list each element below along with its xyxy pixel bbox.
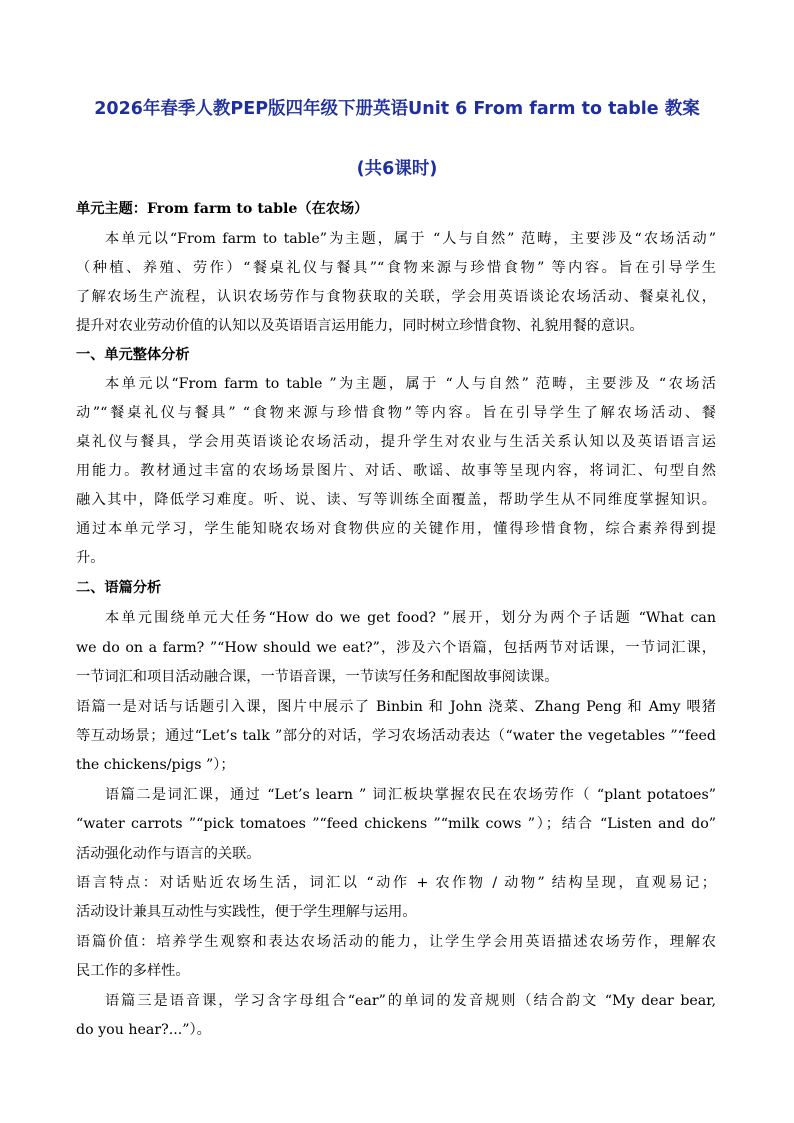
- section1-line: 桌礼仪与餐具，学会用英语谈论农场活动，提升学生对农业与生活关系认知以及英语语言运: [76, 434, 716, 450]
- passage3-line: 语篇三是语音课，学习含字母组合“ear”的单词的发音规则（结合韵文 “My dear bear,: [105, 993, 716, 1009]
- passage1-line: 语篇一是对话与话题引入课，图片中展示了 Binbin 和 John 浇菜、Zhang Peng 和 Amy 喂猪: [76, 699, 716, 715]
- section1-line: 通过本单元学习，学生能知晓农场对食物供应的关键作用，懂得珍惜食物，综合素养得到提: [76, 521, 716, 537]
- section2-intro-line: 本单元围绕单元大任务“How do we get food? ”展开，划分为两个子话题 “What can: [105, 610, 716, 626]
- passage1-line: 等互动场景；通过“Let’s talk ”部分的对话，学习农场活动表达（“water the vegetables ”“feed: [76, 728, 716, 744]
- section1-line: 本单元以“From farm to table ”为主题，属于 “人与自然” 范畴，主要涉及 “农场活: [105, 376, 716, 392]
- language-features-line: 语言特点：对话贴近农场生活，词汇以 “动作 + 农作物 / 动物” 结构呈现，直观易记；: [76, 875, 716, 891]
- section1-line: 动”“餐桌礼仪与餐具” “食物来源与珍惜食物”等内容。旨在引导学生了解农场活动、餐: [76, 405, 716, 421]
- intro-line: 提升对农业劳动价值的认知以及英语语言运用能力，同时树立珍惜食物、礼貌用餐的意识。: [76, 318, 644, 334]
- document-subtitle: (共6课时): [356, 159, 438, 179]
- passage2-line: “water carrots ”“pick tomatoes ”“feed chickens ”“milk cows ”）；结合 “Listen and do”: [76, 816, 716, 832]
- section-heading-unit-analysis: 一、单元整体分析: [76, 347, 190, 363]
- passage-value-line: 语篇价值：培养学生观察和表达农场活动的能力，让学生学会用英语描述农场劳作，理解农: [76, 934, 716, 950]
- section1-line: 用能力。教材通过丰富的农场场景图片、对话、歌谣、故事等呈现内容，将词汇、句型自然: [76, 463, 716, 479]
- passage3-line: do you hear?...”）。: [76, 1022, 211, 1038]
- passage1-line: the chickens/pigs ”）；: [76, 757, 235, 773]
- section2-intro-line: we do on a farm? ”“How should we eat?”，涉及六个语篇，包括两节对话课，一节词汇课，: [76, 640, 716, 656]
- section1-line: 融入其中，降低学习难度。听、说、读、写等训练全面覆盖，帮助学生从不同维度掌握知识。: [76, 492, 716, 508]
- passage-value-line: 民工作的多样性。: [76, 963, 190, 979]
- document-title: 2026年春季人教PEP版四年级下册英语Unit 6 From farm to table 教案: [94, 99, 700, 119]
- intro-line: 了解农场生产流程，认识农场劳作与食物获取的关联，学会用英语谈论农场活动、餐桌礼仪，: [76, 289, 716, 305]
- unit-theme-label: 单元主题：From farm to table（在农场）: [76, 201, 369, 217]
- intro-line: 本单元以“From farm to table”为主题，属于 “人与自然” 范畴，主要涉及“农场活动”: [105, 231, 716, 247]
- section-heading-text-analysis: 二、语篇分析: [76, 580, 162, 596]
- section1-line: 升。: [76, 550, 105, 566]
- language-features-line: 活动设计兼具互动性与实践性，便于学生理解与运用。: [76, 904, 417, 920]
- intro-line: （种植、养殖、劳作）“餐桌礼仪与餐具”“食物来源与珍惜食物” 等内容。旨在引导学生: [76, 260, 716, 276]
- section2-intro-line: 一节词汇和项目活动融合课，一节语音课，一节读写任务和配图故事阅读课。: [76, 669, 559, 685]
- passage2-line: 活动强化动作与语言的关联。: [76, 846, 261, 862]
- passage2-line: 语篇二是词汇课，通过 “Let’s learn ” 词汇板块掌握农民在农场劳作（ “plant potatoes”: [105, 787, 716, 803]
